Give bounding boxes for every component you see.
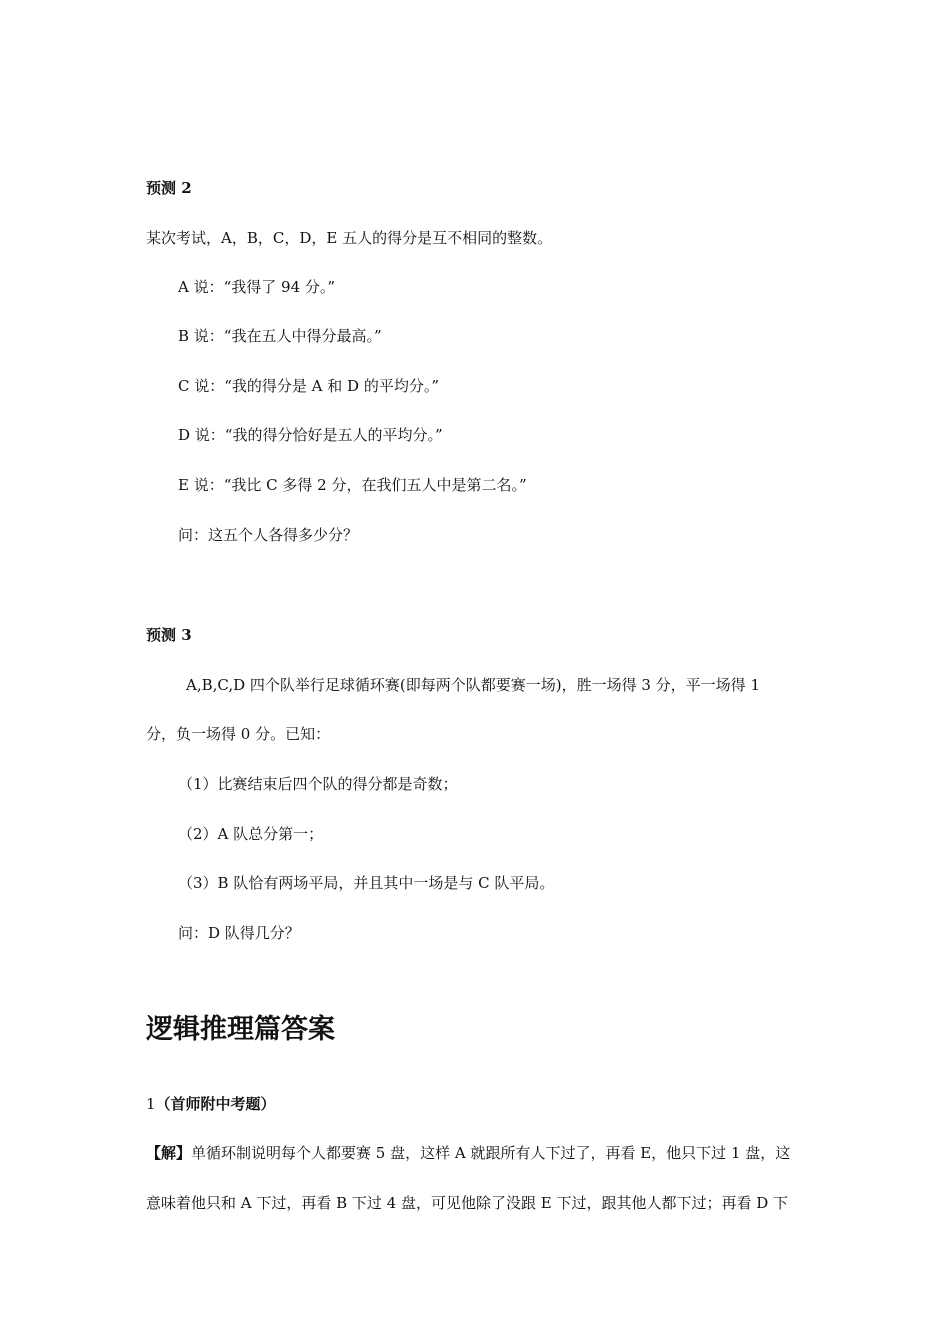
statement-e: E 说：“我比 C 多得 2 分，在我们五人中是第二名。” xyxy=(178,476,527,494)
solution-line-2: 意味着他只和 A 下过，再看 B 下过 4 盘，可见他除了没跟 E 下过，跟其他人都下过；再看 D 下 xyxy=(146,1194,789,1212)
statement-a: A 说：“我得了 94 分。” xyxy=(178,278,336,296)
condition-1: （1）比赛结束后四个队的得分都是奇数； xyxy=(178,775,458,793)
section-3-intro-line-1: A,B,C,D 四个队举行足球循环赛(即每两个队都要赛一场)，胜一场得 3 分，平一场得 1 xyxy=(186,676,760,694)
section-3-intro-line-2: 分，负一场得 0 分。已知： xyxy=(146,725,331,743)
answers-title: 逻辑推理篇答案 xyxy=(146,1014,335,1045)
section-2-question: 问：这五个人各得多少分？ xyxy=(178,526,359,544)
answer-item-source: （首师附中考题） xyxy=(155,1095,276,1113)
section-3-heading: 预测 3 xyxy=(146,626,192,644)
solution-tag: 【解】 xyxy=(146,1144,192,1162)
solution-line-1 xyxy=(146,1143,790,1163)
solution-text-1: 单循环制说明每个人都要赛 5 盘，这样 A 就跟所有人下过了，再看 E，他只下过 1 盘，这 xyxy=(191,1144,791,1162)
statement-d: D 说：“我的得分恰好是五人的平均分。” xyxy=(178,426,443,444)
statement-c: C 说：“我的得分是 A 和 D 的平均分。” xyxy=(178,377,440,395)
condition-3: （3）B 队恰有两场平局，并且其中一场是与 C 队平局。 xyxy=(178,874,555,892)
condition-2: （2）A 队总分第一； xyxy=(178,825,324,843)
section-3-question: 问：D 队得几分？ xyxy=(178,924,300,942)
answer-item-heading xyxy=(146,1094,276,1114)
statement-b: B 说：“我在五人中得分最高。” xyxy=(178,327,382,345)
section-2-heading: 预测 2 xyxy=(146,179,192,197)
answer-item-number: 1 xyxy=(146,1095,156,1113)
section-2-intro: 某次考试，A，B，C，D，E 五人的得分是互不相同的整数。 xyxy=(146,229,553,247)
